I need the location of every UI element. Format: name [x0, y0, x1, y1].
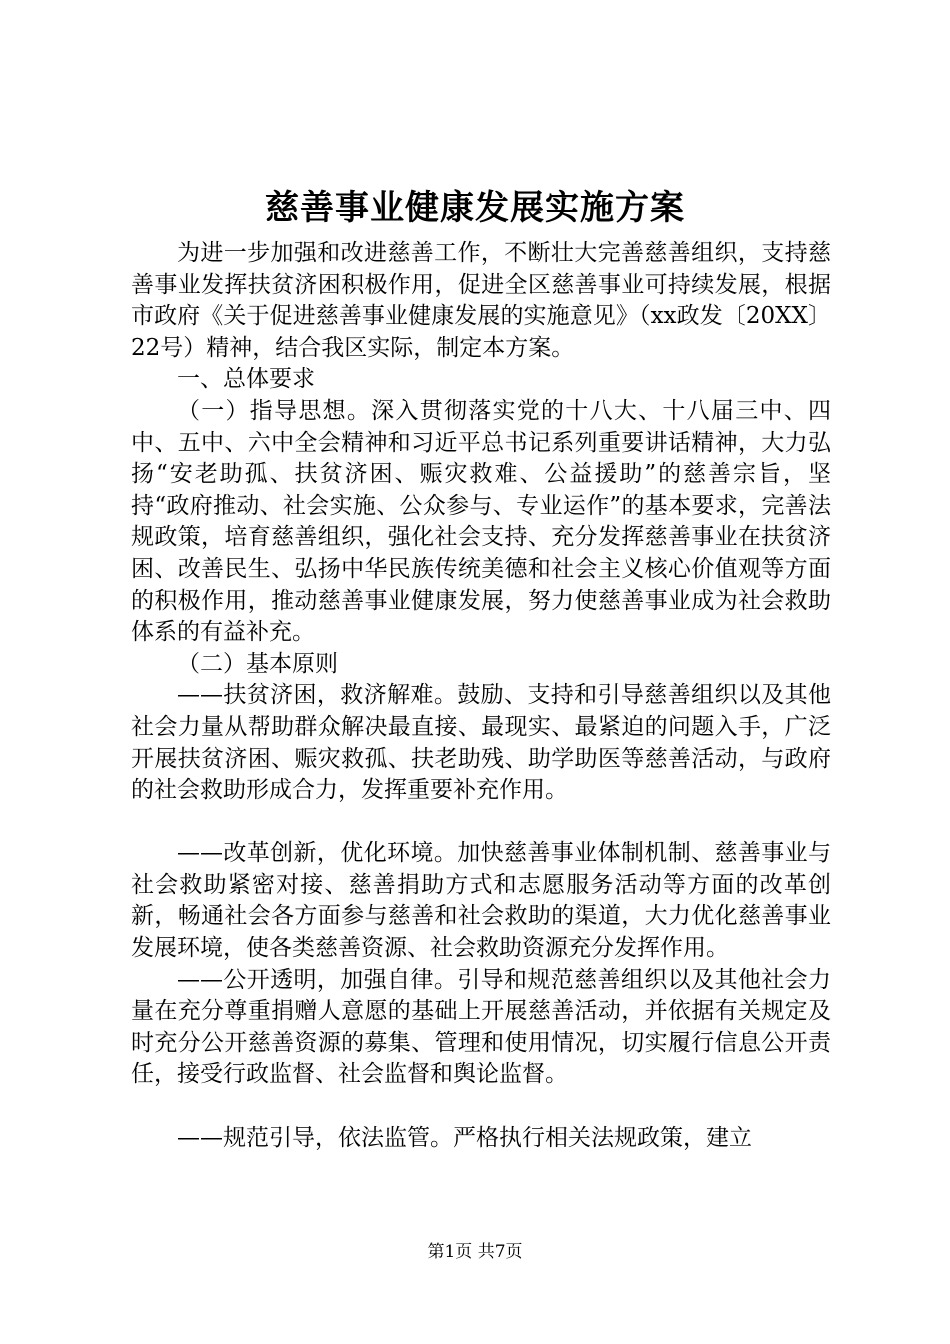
- principle-paragraph-reform-innovation: ——改革创新，优化环境。加快慈善事业体制机制、慈善事业与社会救助紧密对接、慈善捐助方式和志愿服务活动等方面的改革创新，畅通社会各方面参与慈善和社会救助的渠道，大力优化慈善事业发展环境，使各类慈善资源、社会救助资源充分发挥作用。: [131, 840, 831, 962]
- principle-paragraph-transparency: ——公开透明，加强自律。引导和规范慈善组织以及其他社会力量在充分尊重捐赠人意愿的基础上开展慈善活动，并依据有关规定及时充分公开慈善资源的募集、管理和使用情况，切实履行信息公开责任，接受行政监督、社会监督和舆论监督。: [131, 966, 831, 1088]
- principle-paragraph-poverty-relief: ——扶贫济困，救济解难。鼓励、支持和引导慈善组织以及其他社会力量从帮助群众解决最直接、最现实、最紧迫的问题入手，广泛开展扶贫济困、赈灾救孤、扶老助残、助学助医等慈善活动，与政府的社会救助形成合力，发挥重要补充作用。: [131, 682, 831, 804]
- principle-paragraph-regulation: ——规范引导，依法监管。严格执行相关法规政策，建立: [177, 1124, 752, 1151]
- document-title: 慈善事业健康发展实施方案: [265, 188, 685, 228]
- intro-paragraph: 为进一步加强和改进慈善工作，不断壮大完善慈善组织，支持慈善事业发挥扶贫济困积极作用，促进全区慈善事业可持续发展，根据市政府《关于促进慈善事业健康发展的实施意见》（xx政发〔20XX〕22号）精神，结合我区实际，制定本方案。: [131, 240, 831, 361]
- page-footer: 第1页 共7页: [427, 1242, 523, 1262]
- guiding-ideology-paragraph: （一）指导思想。深入贯彻落实党的十八大、十八届三中、四中、五中、六中全会精神和习近平总书记系列重要讲话精神，大力弘扬“安老助孤、扶贫济困、赈灾救难、公益援助”的慈善宗旨，坚持“政府推动、社会实施、公众参与、专业运作”的基本要求，完善法规政策，培育慈善组织，强化社会支持、充分发挥慈善事业在扶贫济困、改善民生、弘扬中华民族传统美德和社会主义核心价值观等方面的积极作用，推动慈善事业健康发展，努力使慈善事业成为社会救助体系的有益补充。: [131, 397, 831, 646]
- document-body: [131, 238, 831, 1154]
- subsection-heading-basic-principles: （二）基本原则: [177, 650, 338, 677]
- section-heading-general-requirements: 一、总体要求: [177, 366, 315, 393]
